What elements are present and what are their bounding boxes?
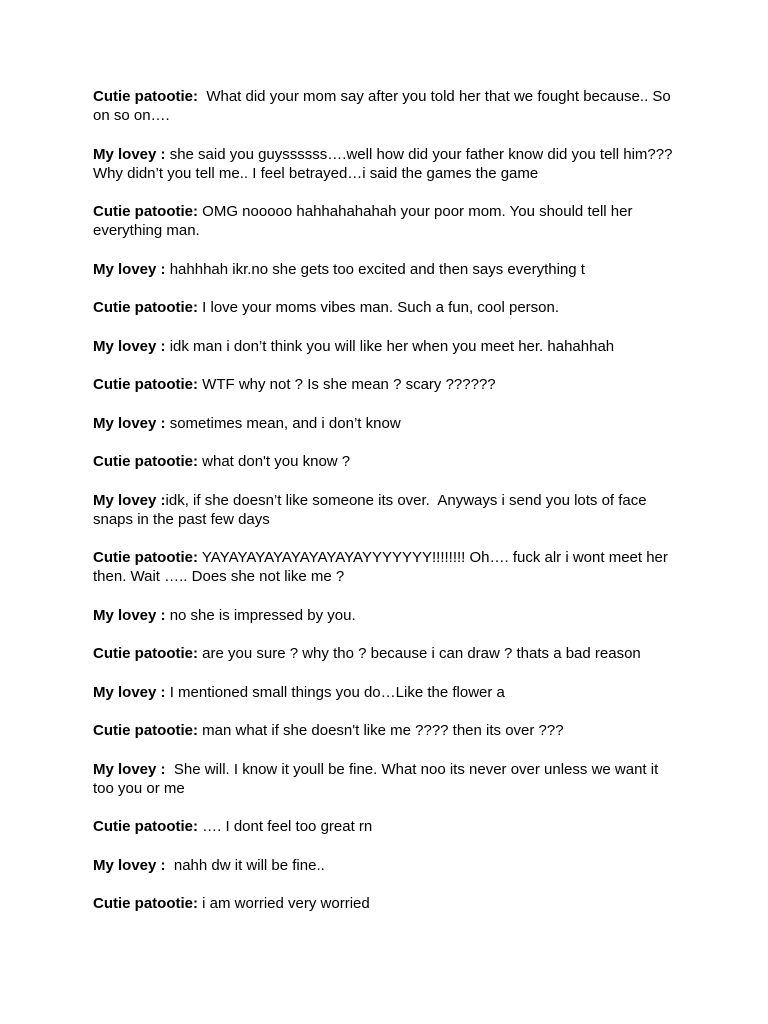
message-text: YAYAYAYAYAYAYAYAYAYYYYYYY!!!!!!!! Oh…. fuck alr i wont meet her then. Wait ….. Does she not like me ?: [93, 549, 673, 585]
message-text: I love your moms vibes man. Such a fun, cool person.: [198, 299, 560, 316]
speaker-name: Cutie patootie:: [93, 722, 198, 739]
message-line: [93, 606, 683, 625]
speaker-name: My lovey :: [93, 414, 166, 432]
speaker-name: Cutie patootie:: [93, 299, 198, 316]
speaker-name: My lovey :: [93, 760, 166, 778]
message-text: no she is impressed by you.: [165, 606, 356, 624]
speaker-name: Cutie patootie:: [93, 645, 198, 662]
message-line: [93, 491, 683, 529]
message-text: …. I dont feel too great rn: [198, 818, 373, 835]
speaker-name: My lovey :: [93, 683, 166, 701]
message-line: [93, 414, 683, 433]
message-line: [93, 644, 683, 663]
message-line: [93, 337, 683, 356]
message-text: WTF why not ? Is she mean ? scary ??????: [198, 376, 496, 393]
message-text: nahh dw it will be fine..: [165, 856, 325, 874]
message-text: sometimes mean, and i don’t know: [165, 414, 401, 432]
speaker-name: Cutie patootie:: [93, 376, 198, 393]
message-line: [93, 856, 683, 875]
message-text: I mentioned small things you do…Like the flower a: [165, 683, 505, 701]
message-text: She will. I know it youll be fine. What noo its never over unless we want it too you or me: [93, 760, 663, 797]
message-text: she said you guyssssss….well how did your father know did you tell him??? Why didn’t you tell me.. I feel betrayed…i said the games the game: [93, 145, 677, 182]
speaker-name: My lovey :: [93, 260, 166, 278]
message-text: OMG nooooo hahhahahahah your poor mom. You should tell her everything man.: [93, 203, 637, 239]
message-line: [93, 894, 683, 913]
speaker-name: Cutie patootie:: [93, 203, 198, 220]
speaker-name: Cutie patootie:: [93, 453, 198, 470]
message-text: idk man i don’t think you will like her when you meet her. hahahhah: [165, 337, 615, 355]
message-text: what don't you know ?: [198, 453, 351, 470]
message-line: [93, 760, 683, 798]
speaker-name: Cutie patootie:: [93, 895, 198, 912]
message-line: [93, 298, 683, 317]
message-line: [93, 452, 683, 471]
speaker-name: My lovey :: [93, 856, 166, 874]
message-text: What did your mom say after you told her that we fought because.. So on so on….: [93, 88, 675, 124]
message-line: [93, 375, 683, 394]
speaker-name: My lovey :: [93, 145, 166, 163]
speaker-name: My lovey :: [93, 337, 166, 355]
message-text: man what if she doesn't like me ???? then its over ???: [198, 722, 564, 739]
message-line: [93, 260, 683, 279]
chat-transcript: [93, 87, 683, 933]
message-line: [93, 87, 683, 125]
message-line: [93, 721, 683, 740]
speaker-name: Cutie patootie:: [93, 818, 198, 835]
message-line: [93, 202, 683, 240]
speaker-name: My lovey :: [93, 491, 166, 509]
message-line: [93, 817, 683, 836]
speaker-name: Cutie patootie:: [93, 88, 198, 105]
message-text: are you sure ? why tho ? because i can draw ? thats a bad reason: [198, 645, 641, 662]
message-line: [93, 683, 683, 702]
message-text: i am worried very worried: [198, 895, 370, 912]
message-line: [93, 548, 683, 586]
speaker-name: Cutie patootie:: [93, 549, 198, 566]
speaker-name: My lovey :: [93, 606, 166, 624]
message-text: hahhhah ikr.no she gets too excited and then says everything t: [165, 260, 585, 278]
message-line: [93, 145, 683, 183]
message-text: idk, if she doesn’t like someone its over. Anyways i send you lots of face snaps in the past few days: [93, 491, 651, 528]
